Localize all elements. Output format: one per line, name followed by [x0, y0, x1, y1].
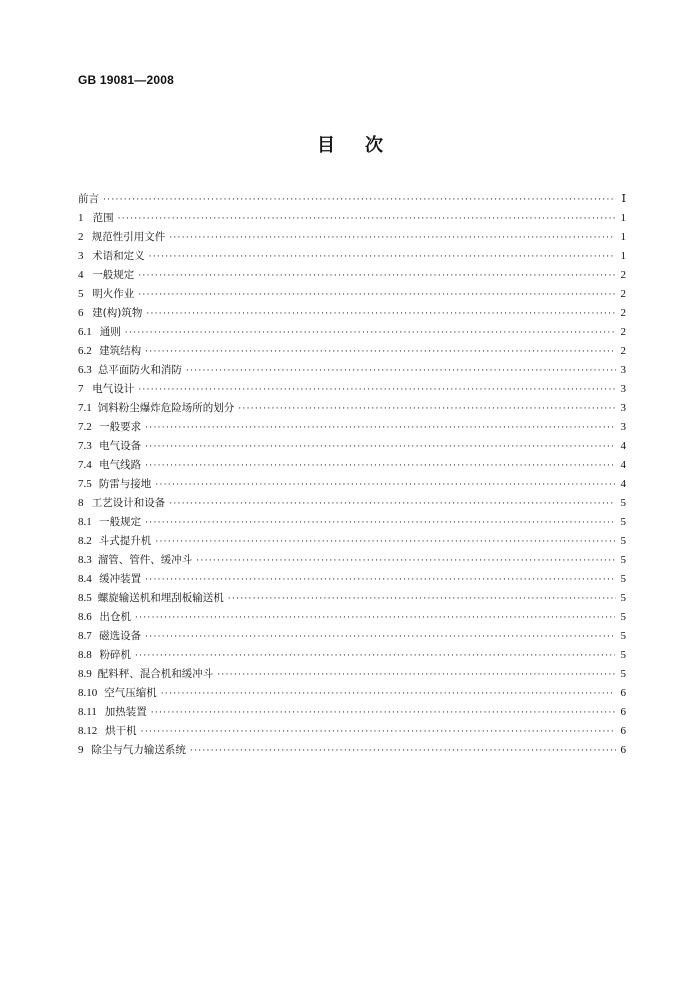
toc-leader-dots: [228, 590, 616, 609]
toc-entry-number: 5: [78, 288, 84, 300]
toc-leader-dots: [155, 476, 615, 495]
toc-entry-title: 斗式提升机: [98, 535, 152, 547]
toc-leader-dots: [151, 704, 615, 723]
toc-entry-title: 前言: [78, 193, 99, 205]
toc-entry-title: 饲料粉尘爆炸危险场所的划分: [97, 402, 235, 414]
toc-entry-page: 1: [620, 231, 626, 243]
toc-entry-number: 1: [78, 212, 84, 224]
toc-entry-number: 8.9: [78, 668, 92, 680]
toc-entry-title: 电气设备: [99, 440, 142, 452]
toc-entry-page: 3: [620, 421, 626, 433]
toc-entry-title: 总平面防火和消防: [97, 364, 182, 376]
toc-entry[interactable]: [78, 437, 626, 456]
toc-entry[interactable]: [78, 589, 626, 608]
toc-entry[interactable]: [78, 475, 626, 494]
toc-entry-number: 8.3: [78, 554, 92, 566]
toc-entry-title: 出仓机: [99, 611, 131, 623]
toc-entry-page: 6: [620, 744, 626, 756]
toc-entry[interactable]: [78, 304, 626, 323]
toc-entry[interactable]: [78, 456, 626, 475]
toc-leader-dots: [149, 248, 615, 267]
toc-entry[interactable]: [78, 399, 626, 418]
toc-entry[interactable]: [78, 703, 626, 722]
toc-entry-title: 溜管、管件、缓冲斗: [97, 554, 193, 566]
toc-entry-title: 明火作业: [92, 288, 135, 300]
toc-leader-dots: [217, 666, 616, 685]
toc-entry-page: 5: [620, 592, 626, 604]
toc-entry-page: 4: [620, 440, 626, 452]
toc-leader-dots: [138, 267, 615, 286]
toc-leader-dots: [145, 438, 615, 457]
toc-entry-page: 5: [620, 668, 626, 680]
toc-entry-number: 8.10: [78, 687, 98, 699]
toc-leader-dots: [196, 552, 616, 571]
toc-leader-dots: [186, 362, 616, 381]
toc-entry[interactable]: [78, 285, 626, 304]
toc-entry-page: 3: [620, 383, 626, 395]
toc-entry-number: 8.1: [78, 516, 92, 528]
toc-entry[interactable]: [78, 722, 626, 741]
toc-entry-title: 一般规定: [99, 516, 142, 528]
toc-entry-page: 6: [620, 687, 626, 699]
toc-entry-number: 7.1: [78, 402, 92, 414]
toc-entry[interactable]: [78, 627, 626, 646]
toc-leader-dots: [190, 742, 616, 761]
toc-entry-title: 防雷与接地: [98, 478, 152, 490]
toc-entry-page: 4: [620, 459, 626, 471]
toc-entry-number: 7.4: [78, 459, 92, 471]
toc-entry-number: 6.3: [78, 364, 92, 376]
toc-entry-page: 6: [620, 706, 626, 718]
toc-entry-page: 4: [620, 478, 627, 490]
toc-leader-dots: [125, 324, 615, 343]
toc-entry[interactable]: [78, 684, 626, 703]
toc-entry-title: 范围: [92, 212, 114, 224]
toc-entry[interactable]: [78, 741, 626, 760]
toc-entry-number: 8: [78, 497, 84, 509]
toc-leader-dots: [169, 495, 615, 514]
toc-entry-number: 6.2: [78, 345, 92, 357]
toc-entry-page: 1: [620, 250, 626, 262]
toc-entry-title: 一般规定: [92, 269, 135, 281]
toc-entry-page: 5: [620, 611, 626, 623]
toc-leader-dots: [145, 457, 615, 476]
document-code: GB 19081—2008: [78, 73, 174, 87]
toc-entry-number: 2: [78, 231, 84, 243]
toc-entry-page: 5: [620, 649, 626, 661]
toc-leader-dots: [169, 229, 615, 248]
toc-entry[interactable]: [78, 494, 626, 513]
toc-entry-title: 空气压缩机: [104, 687, 157, 699]
toc-entry-page: 6: [620, 725, 626, 737]
toc-entry-title: 术语和定义: [92, 250, 145, 262]
toc-entry-title: 一般要求: [99, 421, 142, 433]
toc-entry-page: 3: [620, 364, 626, 376]
toc-entry-title: 电气线路: [99, 459, 142, 471]
toc-entry-title: 烘干机: [105, 725, 137, 737]
toc-entry[interactable]: [78, 361, 626, 380]
toc-leader-dots: [118, 210, 615, 229]
toc-leader-dots: [238, 400, 616, 419]
toc-leader-dots: [145, 571, 615, 590]
toc-entry-title: 建(构)筑物: [92, 307, 143, 319]
toc-entry-title: 电气设计: [92, 383, 135, 395]
toc-entry[interactable]: [78, 665, 626, 684]
toc-entry[interactable]: [78, 532, 626, 551]
toc-entry-number: 3: [78, 250, 84, 262]
toc-entry[interactable]: [78, 247, 626, 266]
toc-leader-dots: [145, 628, 615, 647]
toc-leader-dots: [145, 343, 615, 362]
toc-leader-dots: [155, 533, 615, 552]
toc-entry-number: 8.4: [78, 573, 92, 585]
toc-entry-title: 加热装置: [104, 706, 147, 718]
page-title: 目次: [317, 135, 413, 156]
toc-entry[interactable]: [78, 380, 626, 399]
toc-entry-page: 5: [620, 573, 626, 585]
toc-entry-number: 7.3: [78, 440, 92, 452]
toc-entry-title: 通则: [99, 326, 121, 338]
toc-entry-number: 9: [78, 744, 84, 756]
toc-entry-page: 2: [620, 269, 626, 281]
toc-entry[interactable]: [78, 608, 626, 627]
toc-entry-page: 5: [620, 630, 626, 642]
toc-entry[interactable]: [78, 190, 626, 209]
toc-leader-dots: [161, 685, 615, 704]
toc-entry[interactable]: [78, 342, 626, 361]
table-of-contents: [78, 190, 626, 760]
toc-entry-title: 工艺设计和设备: [91, 497, 166, 509]
toc-entry[interactable]: [78, 418, 626, 437]
toc-entry-number: 7.2: [78, 421, 92, 433]
toc-entry-number: 6: [78, 307, 84, 319]
toc-entry-number: 4: [78, 269, 84, 281]
toc-leader-dots: [145, 514, 615, 533]
toc-entry[interactable]: [78, 513, 626, 532]
toc-entry-page: 2: [620, 345, 626, 357]
toc-entry-number: 8.11: [78, 706, 97, 718]
toc-entry-number: 8.6: [78, 611, 92, 623]
toc-entry-title: 规范性引用文件: [91, 231, 166, 243]
toc-entry[interactable]: [78, 209, 626, 228]
toc-entry-title: 磁选设备: [99, 630, 142, 642]
toc-leader-dots: [135, 647, 615, 666]
toc-entry-number: 7: [78, 383, 84, 395]
toc-entry-number: 8.7: [78, 630, 92, 642]
toc-entry[interactable]: [78, 570, 626, 589]
toc-entry-page: 2: [620, 326, 626, 338]
toc-entry-page: 5: [620, 535, 627, 547]
toc-entry-page: 5: [620, 516, 626, 528]
toc-entry-title: 除尘与气力输送系统: [91, 744, 186, 756]
toc-entry-title: 配料秤、混合机和缓冲斗: [97, 668, 214, 680]
toc-entry-title: 缓冲装置: [99, 573, 142, 585]
toc-entry-number: 8.8: [78, 649, 92, 661]
toc-entry-title: 螺旋输送机和埋刮板输送机: [97, 592, 224, 604]
toc-entry-page: 5: [620, 497, 626, 509]
toc-leader-dots: [138, 381, 615, 400]
toc-entry-number: 8.12: [78, 725, 98, 737]
toc-entry-page: 1: [620, 212, 626, 224]
toc-entry-page: 2: [620, 288, 626, 300]
toc-entry-title: 建筑结构: [99, 345, 142, 357]
toc-entry-number: 6.1: [78, 326, 92, 338]
toc-entry-page: 3: [620, 402, 626, 414]
toc-leader-dots: [103, 191, 614, 210]
toc-entry-page: 5: [620, 554, 626, 566]
toc-entry-number: 8.5: [78, 592, 92, 604]
toc-entry[interactable]: [78, 323, 626, 342]
toc-leader-dots: [146, 305, 615, 324]
toc-entry[interactable]: [78, 551, 626, 570]
toc-entry[interactable]: [78, 266, 626, 285]
toc-leader-dots: [138, 286, 615, 305]
toc-entry[interactable]: [78, 646, 626, 665]
toc-leader-dots: [145, 419, 615, 438]
toc-leader-dots: [141, 723, 615, 742]
toc-entry-title: 粉碎机: [99, 649, 131, 661]
toc-leader-dots: [135, 609, 615, 628]
toc-entry[interactable]: [78, 228, 626, 247]
toc-entry-page: Ⅰ: [621, 193, 626, 205]
toc-entry-page: 2: [620, 307, 626, 319]
toc-entry-number: 8.2: [78, 535, 92, 547]
toc-entry-number: 7.5: [78, 478, 92, 490]
